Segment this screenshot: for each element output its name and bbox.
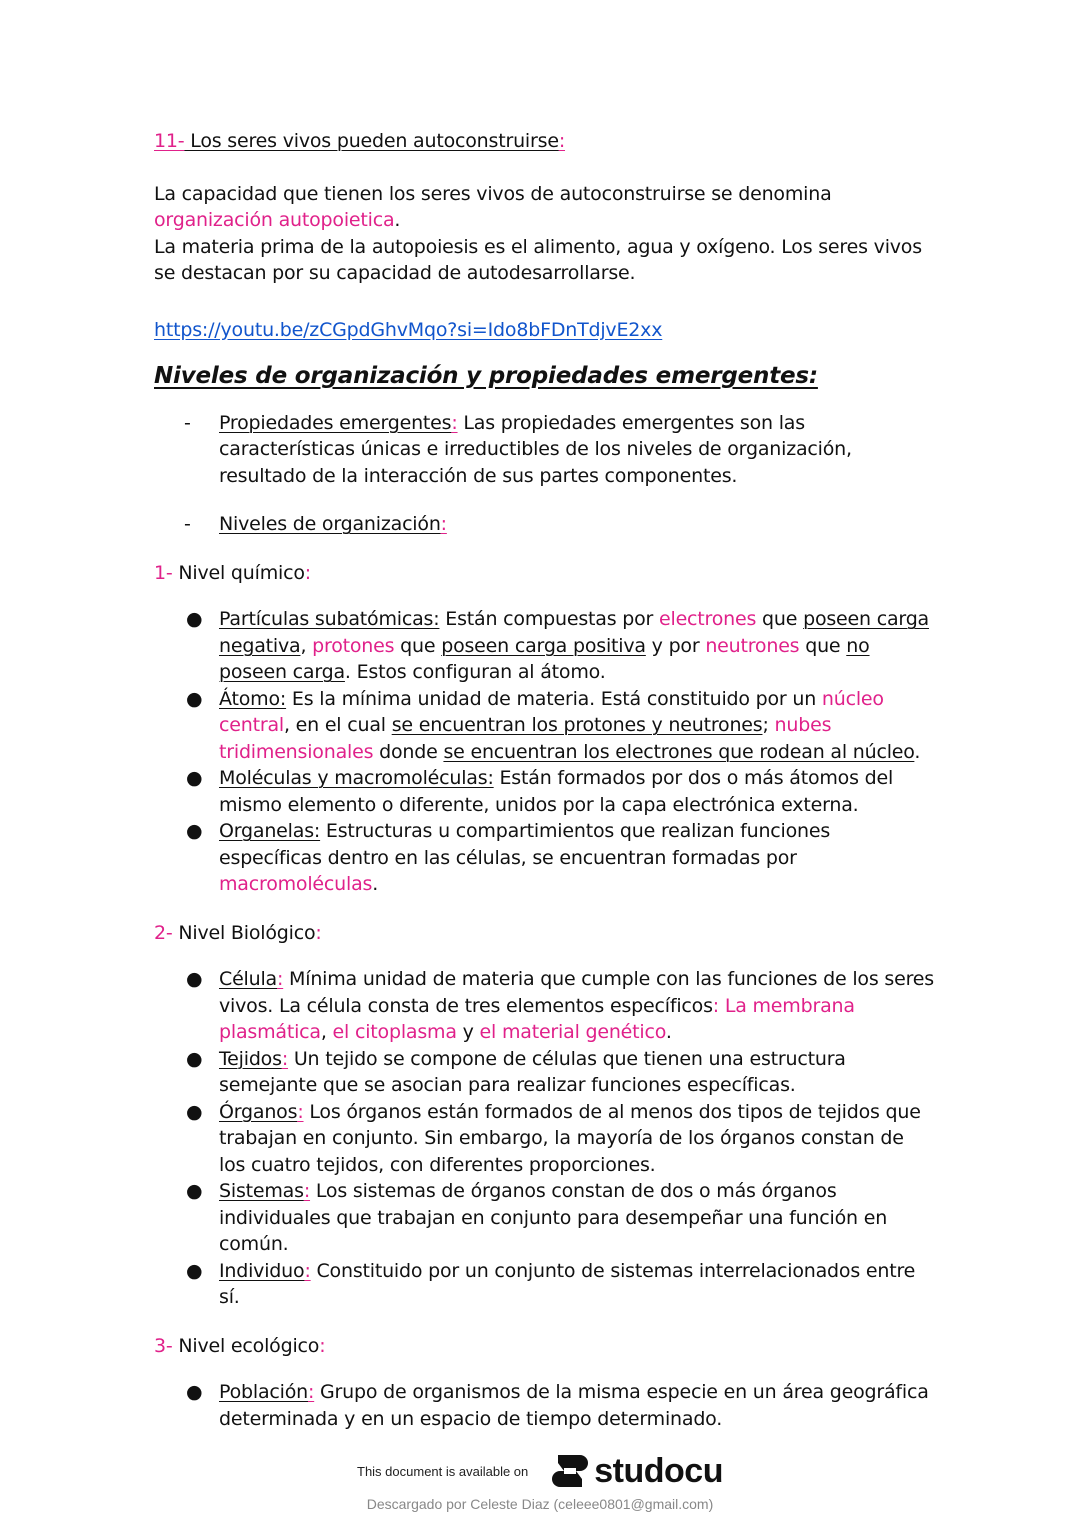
highlight: nubes tridimensionales (219, 714, 832, 763)
text: Constituido por un conjunto de sistemas interrelacionados entre sí. (219, 1259, 916, 1308)
paragraph-autopoiesis (154, 181, 934, 234)
level-number: 3- (154, 1334, 173, 1357)
term-colon: : (451, 411, 458, 434)
bullet-icon: ● (186, 968, 203, 990)
text: Están compuestas por (439, 608, 659, 630)
paragraph-text: . (394, 209, 401, 231)
highlight: el material genético (479, 1021, 666, 1043)
availability-text: This document is available on (357, 1463, 529, 1479)
level-colon: : (319, 1334, 326, 1357)
term: Sistemas (219, 1180, 304, 1202)
text: Es la mínima unidad de materia. Está constituido por un (286, 687, 822, 710)
dash-marker: - (184, 411, 191, 434)
level-3-heading (154, 1333, 934, 1360)
term: Población (219, 1381, 308, 1403)
paragraph-text: La capacidad que tienen los seres vivos de autoconstruirse se denomina (154, 182, 832, 205)
studocu-s-icon (550, 1451, 590, 1491)
bullet-icon: ● (186, 1047, 203, 1070)
dash-item-propiedades (154, 410, 934, 490)
term-colon: : (304, 1259, 311, 1282)
term: Propiedades emergentes (219, 411, 452, 434)
text: Los órganos están formados de al menos dos tipos de tejidos que trabajan en conjunto. Sin embargo, la mayoría de los órganos constan de los cuatro tejidos, con diferentes proporciones. (219, 1100, 921, 1176)
text: , (300, 634, 313, 657)
term-colon: : (281, 1047, 289, 1070)
underlined: se encuentran los protones y neutrones (391, 714, 763, 736)
term-colon: : (277, 968, 284, 990)
text: . (665, 1021, 672, 1043)
highlight: La membrana plasmática (219, 994, 855, 1043)
video-link-row (154, 317, 934, 344)
term: Niveles de organización (219, 513, 441, 535)
term: Partículas subatómicas: (219, 608, 440, 630)
term: Célula (219, 968, 277, 990)
level-title: Nivel Biológico (172, 921, 316, 944)
highlight-term: organización autopoietica (154, 209, 395, 231)
level-2-heading (154, 920, 934, 947)
text: Mínima unidad de materia que cumple con las funciones de los seres vivos. La célula consta de tres elementos específicos (219, 968, 934, 1017)
dash-marker: - (184, 513, 191, 535)
video-link[interactable]: https://youtu.be/zCGpdGhvMqo?si=Ido8bFDnTdjvE2xx (154, 318, 663, 341)
text: . Estos configuran al átomo. (344, 661, 606, 683)
text: que (394, 634, 442, 657)
text: Estructuras u compartimientos que realizan funciones específicas dentro en las células, se encuentran formadas por (219, 820, 831, 869)
text: . (372, 873, 379, 895)
studocu-logo[interactable] (550, 1451, 723, 1491)
document-body (154, 128, 934, 1454)
list-item-organelas (154, 818, 934, 898)
level-3-list (154, 1379, 934, 1432)
underlined: no poseen carga (219, 634, 870, 683)
section-colon: : (558, 130, 566, 152)
text: donde (373, 740, 444, 763)
highlight: macromoléculas (219, 873, 373, 895)
section-title: Los seres vivos pueden autoconstruirse (184, 130, 559, 152)
text: Grupo de organismos de la misma especie en un área geográfica determinada y en un espacio de tiempo determinado. (219, 1381, 929, 1430)
text: que (799, 634, 847, 657)
term: Tejidos (219, 1047, 282, 1070)
list-item-individuo (154, 1258, 934, 1311)
term: Organelas: (219, 820, 321, 842)
term-colon: : (440, 513, 447, 535)
term: Moléculas y macromoléculas: (219, 767, 494, 789)
list-item-tejidos (154, 1046, 934, 1099)
text: ; (762, 714, 775, 736)
dash-item-niveles (154, 511, 934, 538)
level-2-list (154, 966, 934, 1311)
bullet-icon: ● (186, 1100, 203, 1123)
bullet-icon: ● (186, 1259, 203, 1282)
text-colon: : (712, 994, 719, 1017)
highlight: neutrones (705, 634, 800, 657)
term-colon: : (297, 1100, 304, 1123)
text: Un tejido se compone de células que tienen una estructura semejante que se asocian para realizar funciones específicas. (219, 1047, 846, 1096)
list-item-particulas (154, 606, 934, 686)
list-item-organos (154, 1099, 934, 1179)
list-item-atomo (154, 686, 934, 766)
text: y por (645, 634, 706, 657)
bullet-icon: ● (186, 1180, 203, 1202)
text: Los sistemas de órganos constan de dos o más órganos individuales que trabajan en conjunto para desempeñar una función en común. (219, 1180, 888, 1255)
highlight: electrones (659, 608, 757, 630)
list-item-poblacion (154, 1379, 934, 1432)
level-title: Nivel ecológico (172, 1334, 320, 1357)
text: , en el cual (283, 714, 392, 736)
level-number: 2- (154, 921, 173, 944)
footer-availability (0, 1448, 1080, 1494)
underlined: poseen carga positiva (441, 634, 646, 657)
list-item-celula (154, 966, 934, 1046)
level-1-list (154, 606, 934, 898)
bullet-icon: ● (186, 767, 203, 789)
term: Individuo (219, 1259, 305, 1282)
footer-downloaded: Descargado por Celeste Diaz (celeee0801@gmail.com) (366, 1496, 714, 1512)
level-number: 1- (154, 561, 173, 584)
section-11-heading (154, 128, 934, 155)
level-title: Nivel químico (172, 561, 305, 584)
bullet-icon: ● (186, 608, 203, 630)
section-heading-niveles: Niveles de organización y propiedades emergentes: (154, 363, 818, 389)
underlined: se encuentran los electrones que rodean al núcleo (443, 740, 915, 763)
paragraph-materia-prima: La materia prima de la autopoiesis es el alimento, agua y oxígeno. Los seres vivos se destacan por su capacidad de autodesarrollarse. (154, 235, 922, 284)
term: Órganos (219, 1100, 298, 1123)
text: y (456, 1021, 480, 1043)
text: que (756, 608, 804, 630)
text: . (914, 740, 921, 763)
level-colon: : (315, 921, 322, 944)
bullet-icon: ● (186, 1381, 203, 1403)
section-number: 11- (154, 130, 185, 152)
highlight: núcleo central (219, 687, 884, 736)
list-item-sistemas (154, 1178, 934, 1258)
underlined: poseen carga negativa (219, 608, 929, 657)
term-colon: : (307, 1381, 315, 1403)
definition: Las propiedades emergentes son las características únicas e irreductibles de los niveles de organización, resultado de la interacción de sus partes componentes. (219, 411, 852, 487)
term: Átomo: (219, 687, 287, 710)
highlight: el citoplasma (332, 1021, 457, 1043)
text: , (320, 1021, 333, 1043)
level-1-heading (154, 560, 934, 587)
studocu-wordmark: studocu (594, 1451, 723, 1490)
bullet-icon: ● (186, 687, 203, 710)
highlight: protones (312, 634, 395, 657)
list-item-moleculas (154, 765, 934, 818)
text: Están formados por dos o más átomos del mismo elemento o diferente, unidos por la capa electrónica externa. (219, 767, 894, 816)
term-colon: : (303, 1180, 311, 1202)
level-colon: : (304, 561, 311, 584)
bullet-icon: ● (186, 820, 203, 842)
